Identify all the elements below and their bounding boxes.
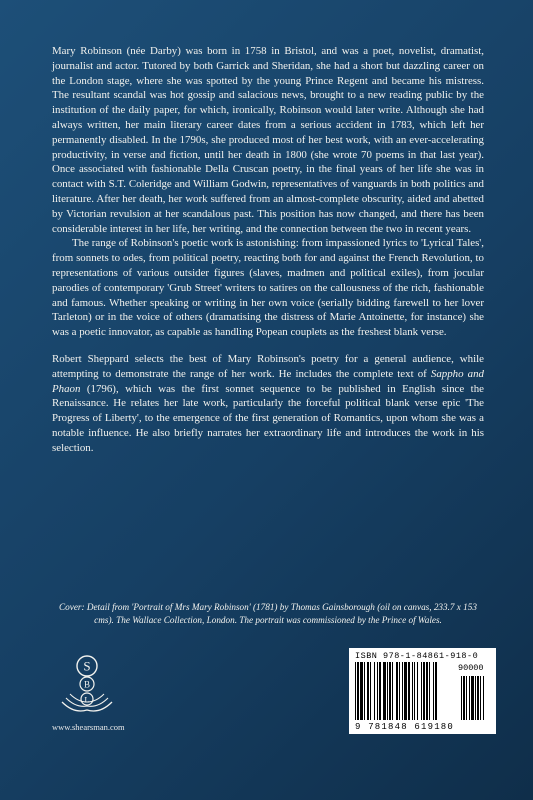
blurb-paragraph-1: Mary Robinson (née Darby) was born in 1758 in Bristol, and was a poet, novelist, dramatist, journalist and actor. Tutored by both Garrick and Sheridan, she had a short but dazzling career on the London stage, where she was spotted by the young Prince Regent and became his mistress. The resultant scandal was hot gossip and salacious news, brought to a new reading public by the institution of the daily paper, for which, ironically, Robinson would later write. Although she had always written, her main literary career dates from a serious accident in 1783, which left her permanently disabled. In the 1790s, she produced most of her best work, with an ever-accelerating productivity, in verse and fiction, until her death in 1800 (she wrote 70 poems in that last year). Once associated with fashionable Della Cruscan poetry, in the final years of her life she was in contact with S.T. Coleridge and William Godwin, representatives of vanguards in both politics and literature. After her death, her work suffered from an almost-complete obscurity, aided and abetted by Victorian revulsion at her scandalous past. This position has now changed, and there has been considerable interest in her life, her writing, and the connection between the two in recent years. <box>52 45 484 235</box>
svg-text:B: B <box>83 679 91 690</box>
isbn-digits: 9 781848 619180 <box>355 722 455 732</box>
shearsman-logo <box>56 654 118 718</box>
back-cover-blurb <box>52 44 484 456</box>
book-title-sappho: Sappho and Phaon <box>52 367 485 395</box>
price-code: 90000 <box>458 663 484 673</box>
blurb-paragraph-3 <box>52 352 484 456</box>
svg-text:S: S <box>83 658 91 674</box>
svg-text:L: L <box>84 694 90 705</box>
blurb-paragraph-3-start: Robert Sheppard selects the best of Mary Robinson's poetry for a general audience, while attempting to demonstrate the range of her work. He includes the complete text of <box>52 352 484 380</box>
isbn-barcode <box>349 648 496 734</box>
blurb-paragraph-3-end: (1796), which was the first sonnet sequence to be published in English since the Renaissance. He relates her late work, particularly the forceful political blank verse epic 'The Progress of Liberty', to the emergence of the first generation of Romantics, upon whom she was a notable influence. He also briefly narrates her extraordinary life and introduces the work in his selection. <box>52 382 484 454</box>
publisher-website: www.shearsman.com <box>52 722 125 732</box>
isbn-label: ISBN 978-1-84861-918-0 <box>355 651 479 661</box>
cover-credit-note: Cover: Detail from 'Portrait of Mrs Mary Robinson' (1781) by Thomas Gainsborough (oil on canvas, 233.7 x 153 cms). The Wallace Collection, London. The portrait was commissioned by the Prince of Wales. <box>59 602 477 625</box>
blurb-paragraph-2: The range of Robinson's poetic work is astonishing: from impassioned lyrics to 'Lyrical Tales', from sonnets to odes, from political poetry, reacting both for and against the French Revolution, to representations of various outsider figures (slaves, madmen and political exiles), from jocular parodies of contemporary 'Grub Street' writers to satires on the callousness of the rich, fashionable and famous. Whether speaking or writing in her own voice (serially bidding farewell to her lover Tarleton) or in the voice of others (dramatising the distress of Marie Antoinette, for instance) she was a poetic innovator, as capable as handling Popean couplets as the freshest blank verse. <box>52 237 484 339</box>
